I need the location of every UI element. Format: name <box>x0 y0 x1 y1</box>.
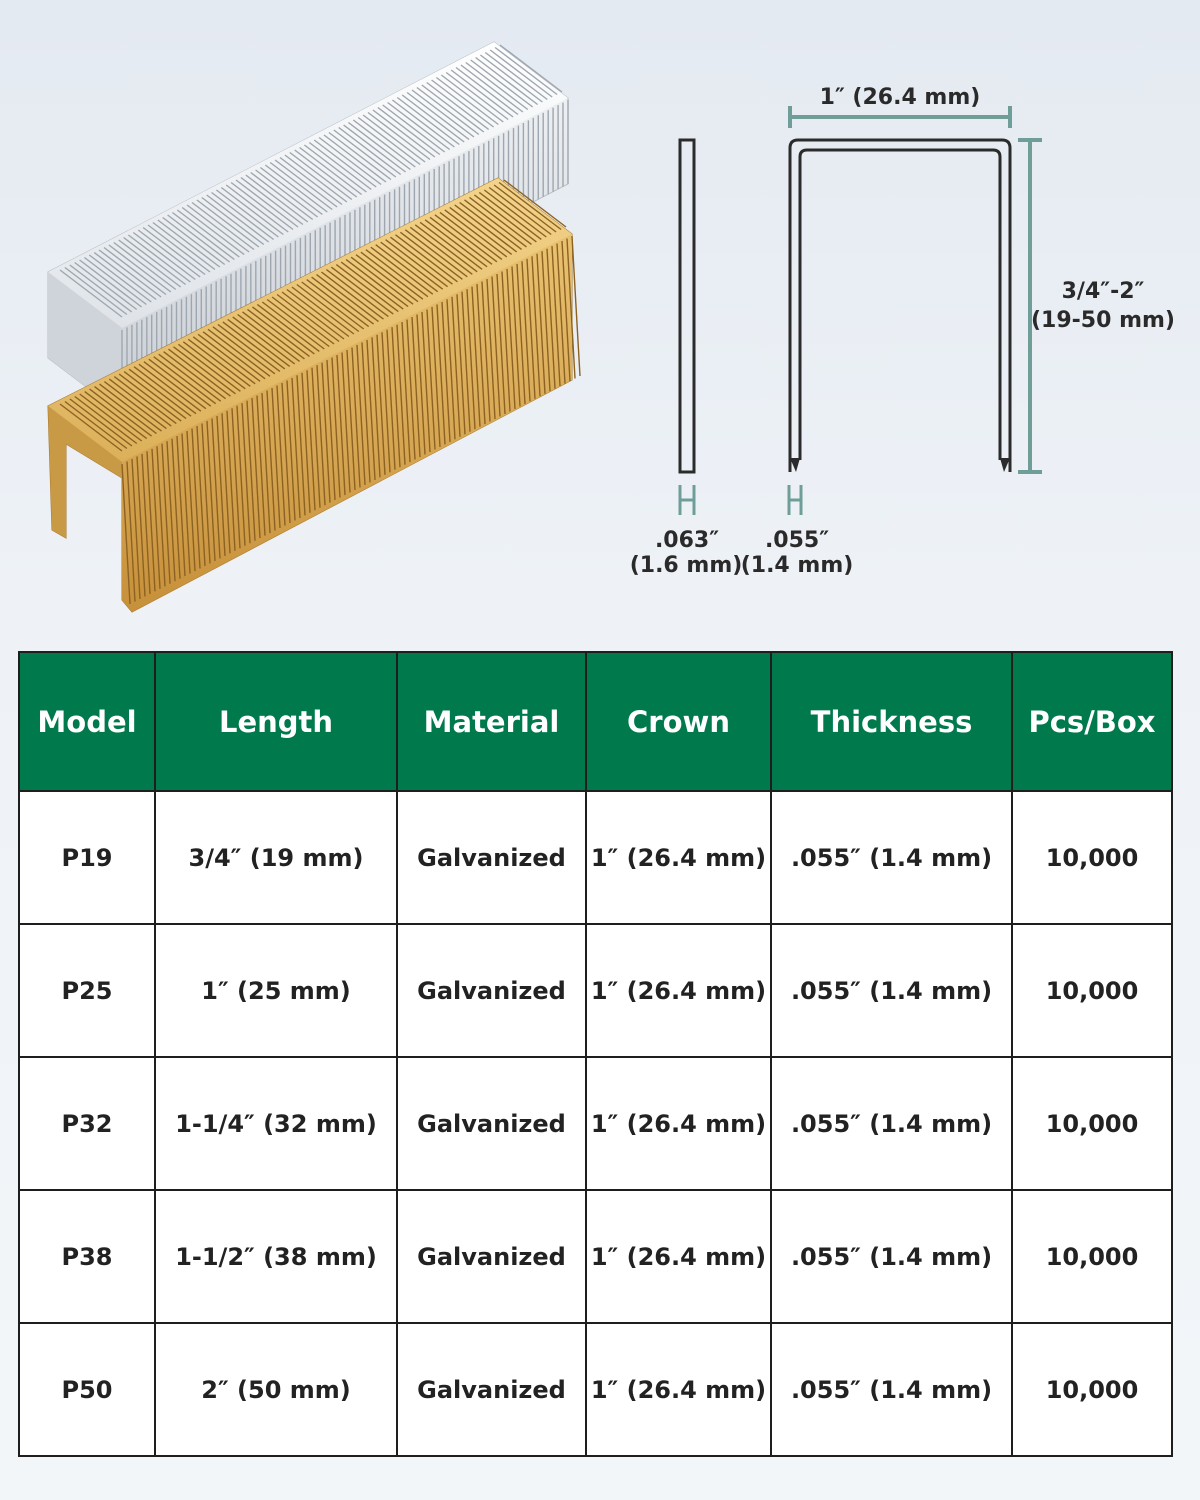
cell-pcs-box: 10,000 <box>1012 1190 1172 1323</box>
cell-pcs-box: 10,000 <box>1012 791 1172 924</box>
cell-model: P38 <box>19 1190 155 1323</box>
cell-model: P25 <box>19 924 155 1057</box>
cell-crown: 1″ (26.4 mm) <box>586 1323 771 1456</box>
wire-width-label-line2: (1.6 mm) <box>629 553 743 578</box>
length-dimension-line <box>1018 140 1042 472</box>
header-material: Material <box>397 652 586 791</box>
length-label-line1: 3/4″-2″ <box>1061 279 1145 304</box>
wire-width-marker <box>680 485 694 515</box>
wire-thickness-label-line2: (1.4 mm) <box>740 553 854 578</box>
wire-thickness-label-line1: .055″ <box>764 528 830 553</box>
length-label-line2: (19-50 mm) <box>1031 308 1175 333</box>
cell-pcs-box: 10,000 <box>1012 1057 1172 1190</box>
cell-pcs-box: 10,000 <box>1012 1323 1172 1456</box>
table-row <box>19 1057 1172 1190</box>
header-model: Model <box>19 652 155 791</box>
cell-length: 1-1/4″ (32 mm) <box>155 1057 397 1190</box>
cell-model: P50 <box>19 1323 155 1456</box>
table-row <box>19 1190 1172 1323</box>
cell-thickness: .055″ (1.4 mm) <box>771 791 1012 924</box>
wire-width-label-line1: .063″ <box>654 528 720 553</box>
table-row <box>19 791 1172 924</box>
staple-side-view <box>680 140 694 472</box>
header-pcs-box: Pcs/Box <box>1012 652 1172 791</box>
cell-crown: 1″ (26.4 mm) <box>586 1190 771 1323</box>
staple-strips-illustration <box>0 0 600 630</box>
table-row <box>19 924 1172 1057</box>
cell-thickness: .055″ (1.4 mm) <box>771 1190 1012 1323</box>
cell-length: 2″ (50 mm) <box>155 1323 397 1456</box>
cell-material: Galvanized <box>397 791 586 924</box>
cell-material: Galvanized <box>397 1323 586 1456</box>
header-crown: Crown <box>586 652 771 791</box>
cell-thickness: .055″ (1.4 mm) <box>771 1057 1012 1190</box>
cell-crown: 1″ (26.4 mm) <box>586 791 771 924</box>
cell-thickness: .055″ (1.4 mm) <box>771 924 1012 1057</box>
staple-dimension-diagram <box>600 60 1190 600</box>
cell-material: Galvanized <box>397 1057 586 1190</box>
cell-length: 1-1/2″ (38 mm) <box>155 1190 397 1323</box>
crown-label: 1″ (26.4 mm) <box>819 85 981 110</box>
spec-table <box>18 651 1173 1457</box>
cell-length: 1″ (25 mm) <box>155 924 397 1057</box>
cell-thickness: .055″ (1.4 mm) <box>771 1323 1012 1456</box>
cell-length: 3/4″ (19 mm) <box>155 791 397 924</box>
cell-crown: 1″ (26.4 mm) <box>586 1057 771 1190</box>
cell-pcs-box: 10,000 <box>1012 924 1172 1057</box>
cell-model: P32 <box>19 1057 155 1190</box>
cell-model: P19 <box>19 791 155 924</box>
header-thickness: Thickness <box>771 652 1012 791</box>
staple-front-view <box>790 140 1010 472</box>
header-length: Length <box>155 652 397 791</box>
cell-material: Galvanized <box>397 1190 586 1323</box>
cell-crown: 1″ (26.4 mm) <box>586 924 771 1057</box>
table-header-row <box>19 652 1172 791</box>
table-row <box>19 1323 1172 1456</box>
wire-thickness-marker <box>789 485 801 515</box>
cell-material: Galvanized <box>397 924 586 1057</box>
